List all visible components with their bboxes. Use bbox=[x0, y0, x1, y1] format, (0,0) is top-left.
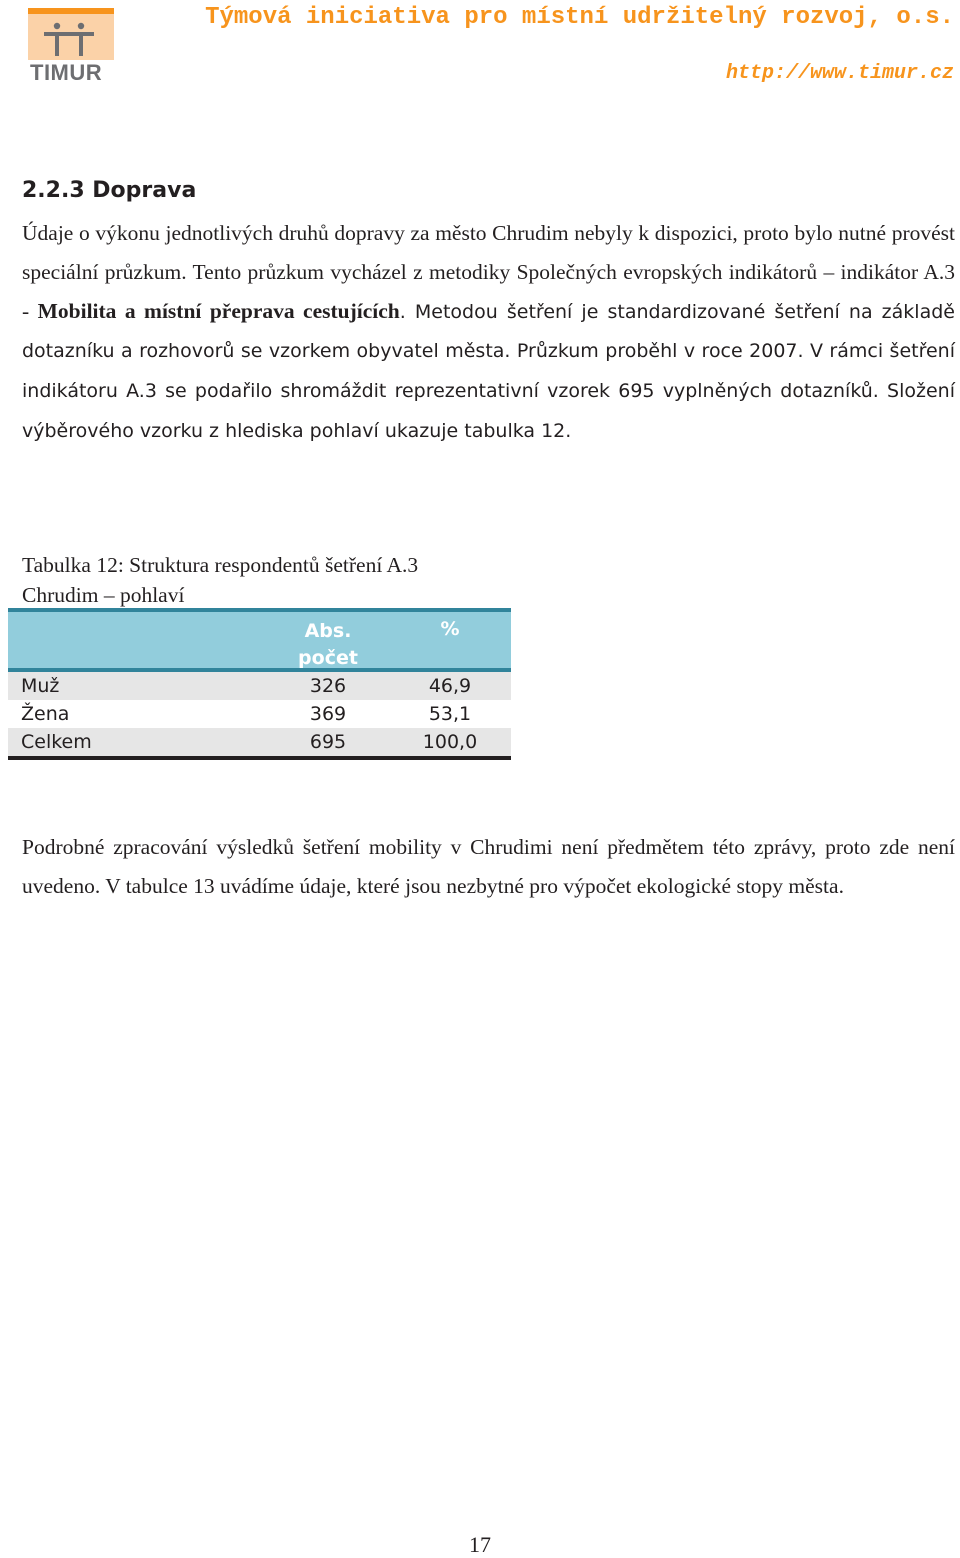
row-abs: 369 bbox=[309, 703, 347, 725]
intro-paragraph bbox=[22, 214, 955, 451]
table-row bbox=[8, 672, 511, 700]
row-abs: 695 bbox=[309, 731, 347, 753]
row-pct: 53,1 bbox=[428, 703, 472, 725]
closing-paragraph: Podrobné zpracování výsledků šetření mobility v Chrudimi není předmětem této zprávy, proto zde není uvedeno. V tabulce 13 uvádíme údaje, které jsou nezbytné pro výpočet ekologické stopy města. bbox=[22, 835, 955, 898]
intro-text-part1: Údaje o výkonu jednotlivých druhů dopravy za město Chrudim nebyly k dispozici, proto bylo nutné provést speciální průzkum. Tento průzkum vycházel z metodiky Společných evropských indikátorů – indikátor A.3 - bbox=[22, 221, 955, 323]
table-row bbox=[8, 700, 511, 728]
logo-mark-icon bbox=[26, 6, 116, 62]
section-heading: 2.2.3 Doprava bbox=[22, 178, 197, 203]
row-abs: 326 bbox=[309, 675, 347, 697]
indicator-name: Mobilita a místní přeprava cestujících bbox=[37, 298, 400, 323]
table-row bbox=[8, 728, 511, 756]
table-header-row bbox=[8, 608, 511, 672]
organization-url-link[interactable]: http://www.timur.cz bbox=[725, 62, 954, 85]
row-pct: 100,0 bbox=[422, 731, 478, 753]
logo-wordmark: TIMUR bbox=[30, 60, 103, 85]
row-label: Muž bbox=[21, 675, 60, 697]
page-number: 17 bbox=[469, 1532, 491, 1557]
header-percent: % bbox=[440, 618, 460, 640]
table-bottom-rule bbox=[8, 756, 511, 760]
intro-text-part2: . Metodou šetření je standardizované šetření na základě dotazníku a rozhovorů se vzorkem obyvatel města. Průzkum proběhl v roce 2007. V rámci šetření indikátoru A.3 se podařilo shromáždit reprezentativní vzorek 695 vyplněných dotazníků. Složení výběrového vzorku z hlediska pohlaví ukazuje tabulka 12. bbox=[22, 300, 955, 442]
row-label: Celkem bbox=[21, 731, 92, 753]
row-label: Žena bbox=[21, 703, 70, 725]
header-abs-count: Abs. počet bbox=[298, 620, 358, 669]
organization-name: Týmová iniciativa pro místní udržitelný rozvoj, o.s. bbox=[205, 4, 954, 31]
row-pct: 46,9 bbox=[428, 675, 472, 697]
respondents-table bbox=[8, 608, 511, 760]
table-caption: Tabulka 12: Struktura respondentů šetření A.3 Chrudim – pohlaví bbox=[22, 553, 419, 607]
